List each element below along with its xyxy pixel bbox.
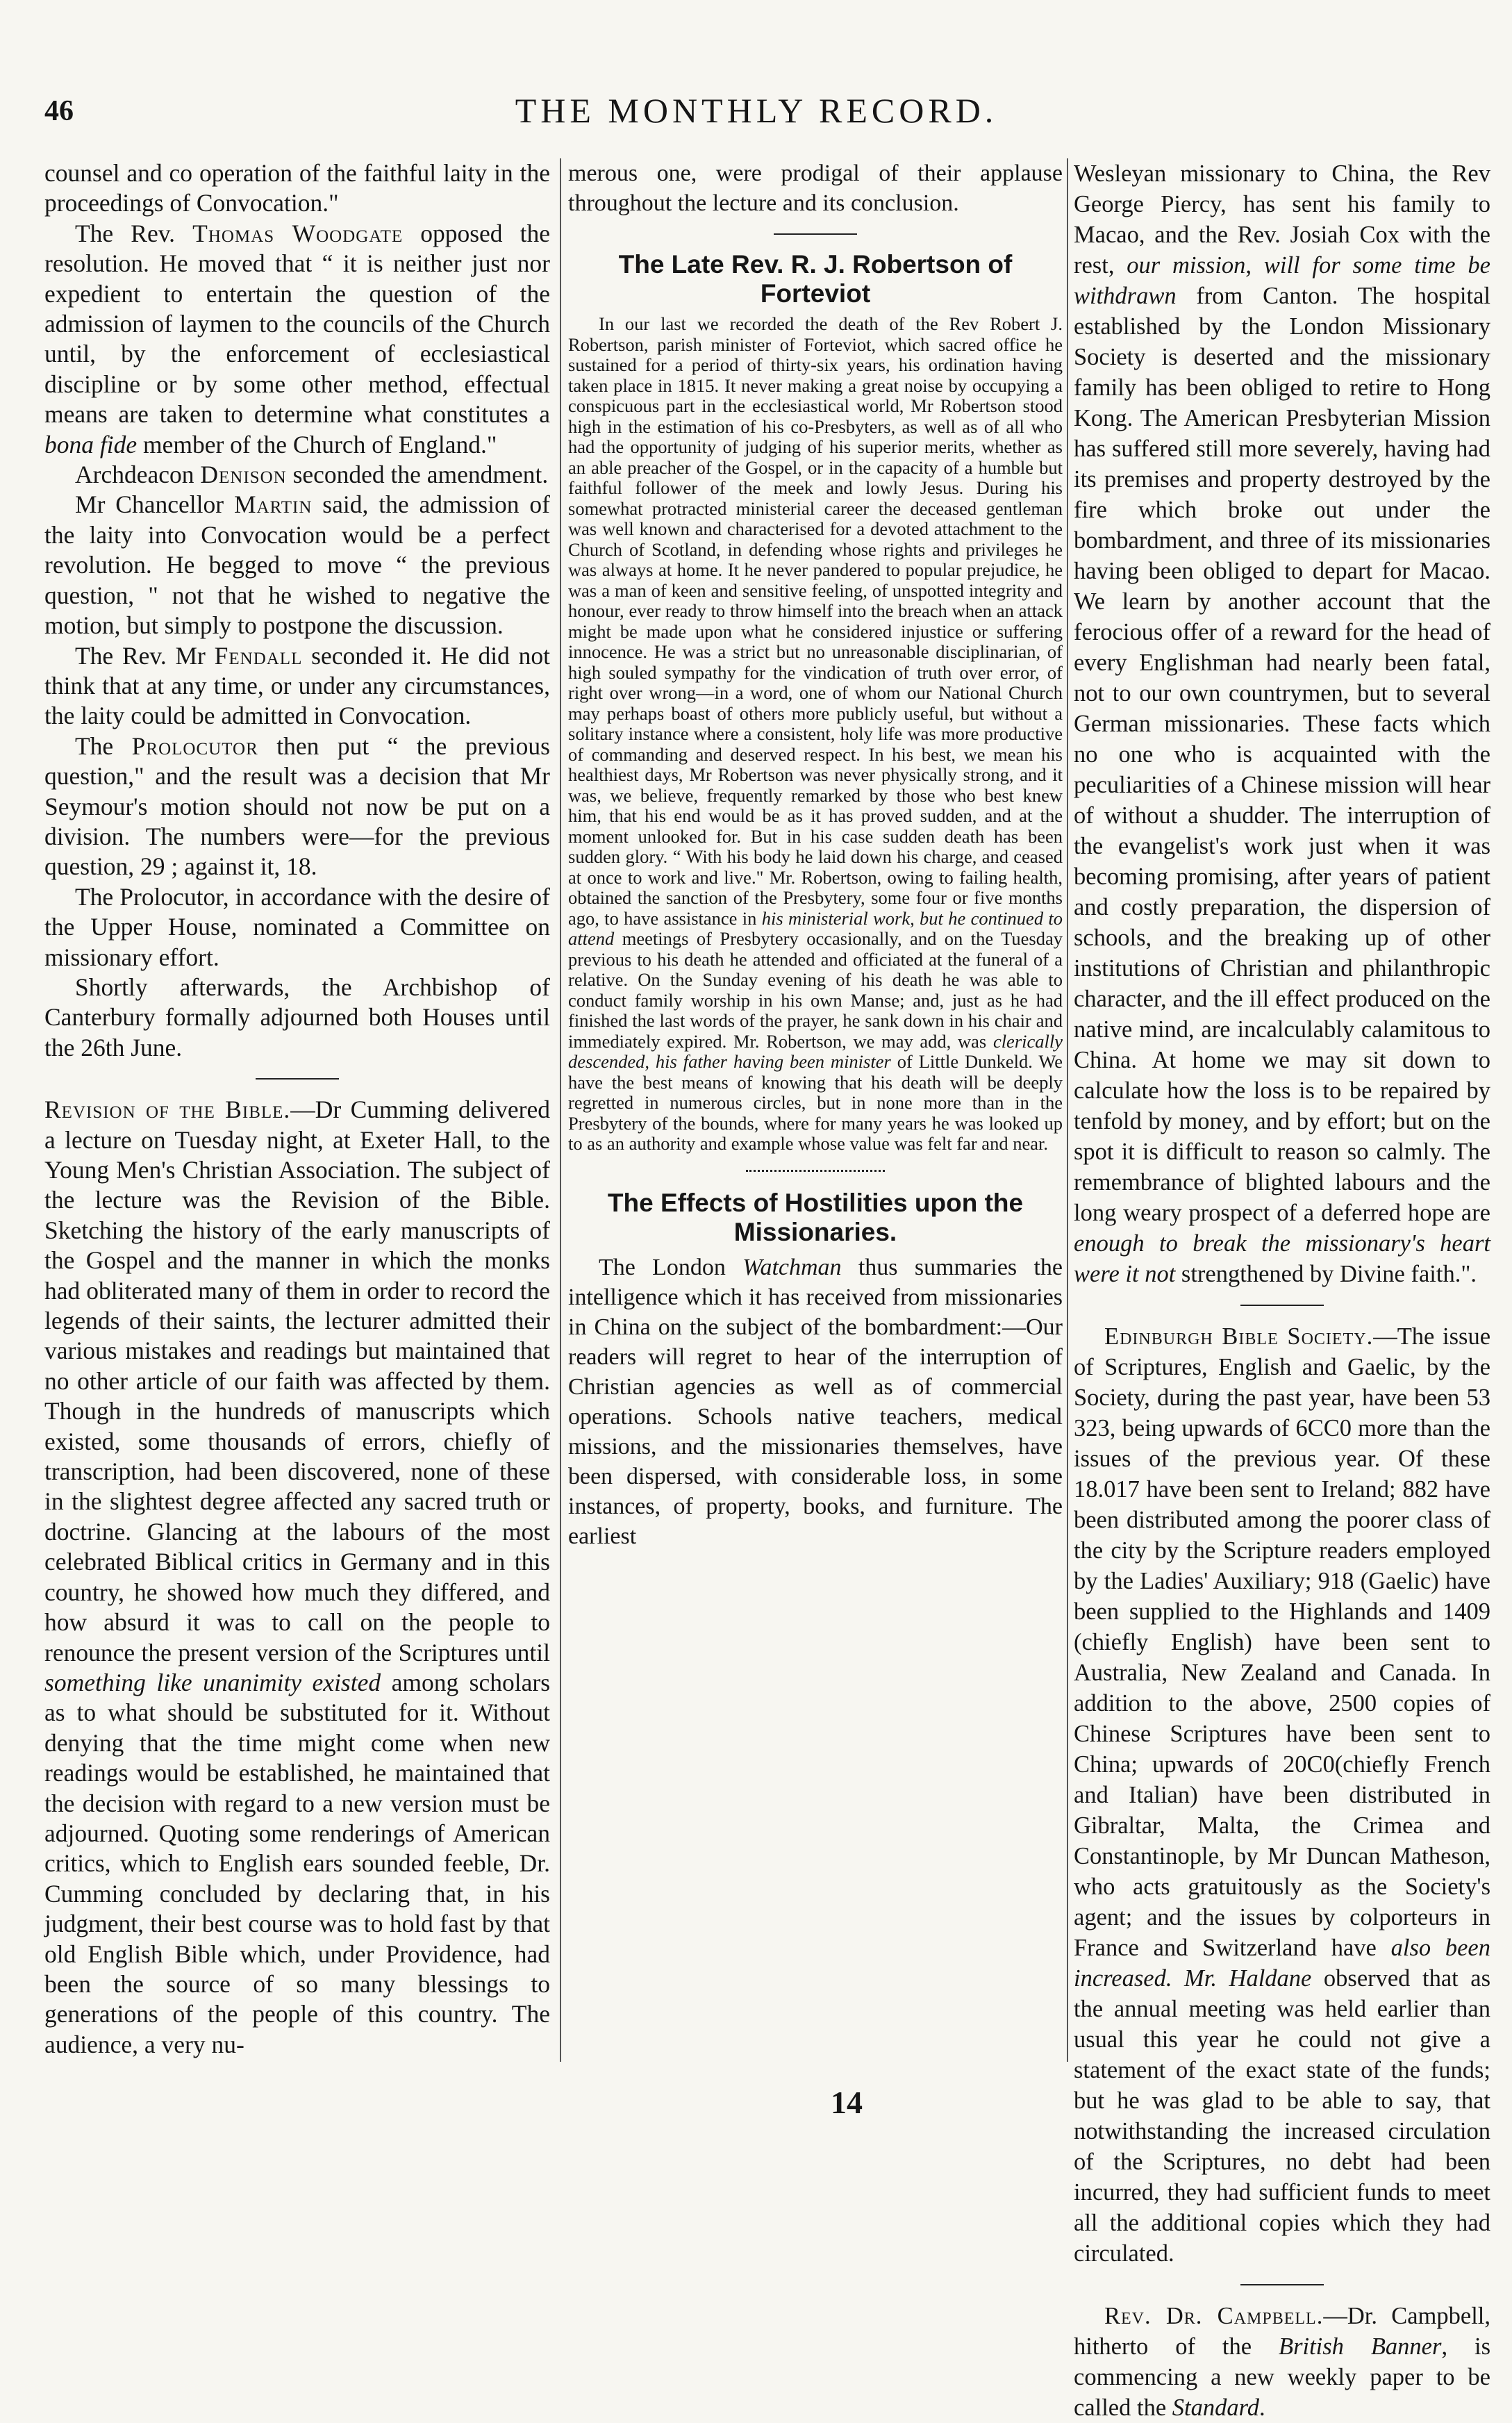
paragraph <box>44 641 550 731</box>
text: Wesleyan missionary to China, the Rev George Piercy, has sent his family to Macao, and the Rev. Josiah Cox with the rest, <box>1074 160 1490 279</box>
article-heading: Edinburgh Bible Society. <box>1104 1323 1374 1350</box>
column-right <box>1074 158 1491 2421</box>
text: thus summaries the intelligence which it has received from missionaries in China on the subject of the bombardment:—Our readers will regret to hear of the interruption of Christian agencies as well as of commercial operations. Schools native teachers, medical missions, and the missionaries themselves, have been dispersed, with considerable loss, in some instances, of property, books, and furniture. The earliest <box>568 1254 1063 1549</box>
article-hostilities-body <box>568 1252 1063 1551</box>
text: —Dr Cumming delivered a lecture on Tuesday night, at Exeter Hall, to the Young Men's Christian Association. The subject of the lecture was the Revision of the Bible. Sketching the history of the early manuscripts of the Gospel and the manner in which the monks had obliterated many of them in order to record the legends of their saints, the lecturer admitted their various mistakes and readings but maintained that no other article of our faith was affected by them. Though in the hundreds of manuscripts which existed, some thousands of errors, chiefly of transcription, had been discovered, none of these in the slightest degree affected any sacred truth or doctrine. Glancing at the labours of the most celebrated Biblical critics in Germany and in this country, he showed how much they differed, and how absurd it was to call on the people to renounce the present version of the Scriptures until <box>44 1095 550 1667</box>
text: . <box>1259 2395 1265 2421</box>
column-left <box>44 158 550 2069</box>
italic-text: something like unanimity existed <box>44 1668 381 1696</box>
section-divider <box>256 1078 339 1080</box>
italic-text: clerically descended, his father having been minister <box>568 1030 1063 1072</box>
text: member of the Church of England." <box>137 430 497 458</box>
italic-text: our mission, will for some time be withdrawn <box>1074 252 1490 309</box>
paragraph: The Prolocutor, in accordance with the desire of the Upper House, nominated a Committee on missionary effort. <box>44 882 550 971</box>
text: seconded the amendment. <box>286 461 549 489</box>
section-divider <box>746 1170 885 1173</box>
speaker-name: Thomas Woodgate <box>192 219 404 247</box>
italic-text: enough to break the missionary's heart were it not <box>1074 1230 1490 1287</box>
text: strengthened by Divine faith.". <box>1175 1261 1477 1287</box>
text: observed that as the annual meeting was held earlier than usual this year he could not give a statement of the exact state of the funds; but he was glad to be able to say, that notwithstanding the increased circulation of the Scriptures, no debt had been incurred, they had sufficient funds to meet all the additional copies which they had circulated. <box>1074 1965 1490 2267</box>
text: Archdeacon <box>75 461 201 489</box>
section-divider <box>774 233 857 235</box>
text: Mr Chancellor <box>75 490 234 519</box>
page-signature: 14 <box>831 2085 863 2120</box>
italic-text: Watchman <box>742 1254 842 1280</box>
speaker-name: Martin <box>233 490 313 519</box>
italic-text: Standard <box>1172 2395 1259 2421</box>
article-heading-robertson: The Late Rev. R. J. Robertson of Forteviot <box>618 250 1013 308</box>
page-header <box>44 88 1468 143</box>
text: , is commencing a new weekly paper to be called the <box>1074 2333 1491 2421</box>
paragraph: Shortly afterwards, the Archbishop of Canterbury formally adjourned both Houses until the 26th June. <box>44 973 550 1061</box>
text: among scholars as to what should be substituted for it. Without denying that the time might come when new readings would be established, he maintained that the decision with regard to a new version must be adjourned. Quoting some renderings of American critics, which to English ears sounded feeble, Dr. Cumming concluded by declaring that, in his judgment, their best course was to hold fast by that old English Bible which, under Providence, had been the source of so many blessings to generations of the people of this country. The audience, a very nu- <box>44 1668 551 2058</box>
article-campbell <box>1074 2301 1490 2423</box>
text: then put “ the previous question," and the result was a decision that Mr Seymour's motion should not now be put on a division. The numbers were—for the previous question, 29 ; against it, 18. <box>44 731 550 881</box>
paragraph: merous one, were prodigal of their applause throughout the lecture and its conclusion. <box>568 160 1063 216</box>
italic-text: his ministerial work, but he continued to attend <box>568 907 1063 949</box>
section-divider <box>1240 1305 1324 1306</box>
italic-text: British Banner <box>1279 2333 1442 2360</box>
text: The London <box>599 1254 743 1280</box>
text: said, the admission of the laity into Convocation would be a perfect revolution. He begged to move “ the previous question, " not that he wished to negative the motion, but simply to postpone the discussion. <box>44 490 550 640</box>
text: The <box>75 731 132 760</box>
text: of Little Dunkeld. We have the best means of knowing that his death will be deeply regretted in numerous circles, but in none more than in the Presbytery of the bounds, where for many years he was looked up to as an authority and example whose value was felt far and near. <box>568 1051 1063 1154</box>
text: —Dr. Campbell, hitherto of the <box>1074 2303 1490 2360</box>
article-revision-of-bible <box>44 1095 550 2060</box>
text: In our last we recorded the death of the Rev Robert J. Robertson, parish minister of Forteviot, which sacred office he sustained for a period of thirty-six years, his ordination having taken place in 1815. It never making a great noise by occupying a conspicuous part in the ecclesiastical world, Mr Robertson stood high in the estimation of his co-Presbyters, as well as of all who had the opportunity of judging of his superior merits, whether as an able preacher of the Gospel, or in the capacity of a humble but faithful follower of the meek and lowly Jesus. During his somewhat protracted ministerial career the deceased gentleman was well known and characterised for a devoted attachment to the Church of Scotland, in defending whose rights and privileges he was always at home. It he never pandered to popular prejudice, he was a man of keen and sensitive feeling, of unspotted integrity and honour, ever ready to throw himself into the breach when an attack might be made upon what he considered injustice or suffering innocence. He was a strict but no unreasonable disciplinarian, of high souled sympathy for the vindication of truth over error, of right over wrong—in a word, one of whom our National Church may perhaps boast of others more publicly useful, but without a solitary instance where a consistent, holy life was more productive of commanding and deserved respect. In his best, we mean his healthiest days, Mr Robertson was never physically strong, and it was, we believe, frequently remarked by those who best knew him, that his end would be as it has proved sudden, and at the moment unlooked for. But in his case sudden death has been sudden glory. “ With his body he laid down his charge, and ceased at once to work and live." Mr. Robertson, owing to failing health, obtained the sanction of the Presbytery, some four or five months ago, to have assistance in <box>568 313 1063 929</box>
text: meetings of Presbytery occasionally, and on the Tuesday previous to his death he attended and officiated at the funeral of a relative. On the Sunday evening of his death he was able to conduct family worship in his own Manse; and, just as he had finished the last words of the prayer, he sank down in his chair and immediately expired. Mr. Robertson, we may add, was <box>568 928 1063 1052</box>
italic-text: bona fide <box>44 430 138 458</box>
paragraph <box>44 490 550 640</box>
running-title: THE MONTHLY RECORD. <box>515 91 998 130</box>
page-number: 46 <box>44 95 74 127</box>
text: —The issue of Scriptures, English and Gaelic, by the Society, during the past year, have been 53 323, being upwards of 6CC0 more than the issues of the previous year. Of these 18.017 have been sent to Ireland; 882 have been distributed among the poorer class of the city by the Scripture readers employed by the Ladies' Auxiliary; 918 (Gaelic) have been supplied to the Highlands and 1409 (chiefly English) have been sent to Australia, New Zealand and Canada. In addition to the above, 2500 copies of Chinese Scriptures have been sent to China; upwards of 20C0(chiefly French and Italian) have been distributed in Gibraltar, Malta, the Crimea and Constantinople, by Mr Duncan Matheson, who acts gratuitously as the Society's agent; and the issues by colporteurs in France and Switzerland have <box>1074 1323 1491 1961</box>
italic-text: also been increased. Mr. Haldane <box>1074 1935 1490 1992</box>
speaker-name: Fendall <box>214 641 303 670</box>
article-heading: Rev. Dr. Campbell. <box>1104 2303 1324 2329</box>
text: The Rev. Mr <box>75 641 215 670</box>
article-heading-hostilities: The Effects of Hostilities upon the Missionaries. <box>607 1188 1024 1246</box>
paragraph: counsel and co operation of the faithful laity in the proceedings of Convocation." <box>44 159 550 217</box>
column-middle <box>568 158 1063 2069</box>
speaker-name: Prolocutor <box>131 731 258 760</box>
speaker-name: Denison <box>200 461 287 489</box>
section-divider <box>1240 2284 1324 2285</box>
article-bible-society <box>1074 1321 1490 2269</box>
column-rule-right <box>1067 158 1068 2062</box>
paragraph <box>1074 158 1490 1289</box>
column-rule-left <box>560 158 561 2062</box>
paragraph <box>44 460 550 490</box>
paragraph <box>44 731 550 882</box>
article-robertson-body <box>568 314 1063 1155</box>
text: from Canton. The hospital established by the London Missionary Society is deserted and the missionary family has been obliged to retire to Hong Kong. The American Presbyterian Mission has suffered still more severely, having had its premises and property destroyed by the fire which broke out under the bombardment, and three of its missionaries having been obliged to depart for Macao. We learn by another account that the ferocious offer of a reward for the head of every Englishman had nearly been fatal, not to our own countrymen, but to several German missionaries. These facts which no one who is acquainted with the peculiarities of a Chinese mission will hear of without a shudder. The interruption of the evangelist's work just when it was becoming promising, after years of patient and costly preparation, the dispersion of schools, and the breaking up of other institutions of Christian and philanthropic character, and the ill effect produced on the native mind, are incalculably calamitous to China. At home we may sit down to calculate how the loss is to be repaired by tenfold by money, and by effort; but on the spot it is difficult to reason so calmly. The remembrance of blighted labours and the long weary prospect of a deferred hope are <box>1074 283 1490 1226</box>
paragraph <box>44 219 550 460</box>
text: The Rev. <box>75 219 193 247</box>
text: seconded it. He did not think that at any time, or under any circumstances, the laity could be admitted in Convocation. <box>44 641 550 730</box>
text: opposed the resolution. He moved that “ it is neither just nor expedient to entertain the question of the admission of laymen to the councils of the Church until, by the enforcement of ecclesiastical discipline or by some other method, effectual means are taken to determine what constitutes a <box>44 219 550 429</box>
article-heading: Revision of the Bible. <box>44 1095 291 1124</box>
